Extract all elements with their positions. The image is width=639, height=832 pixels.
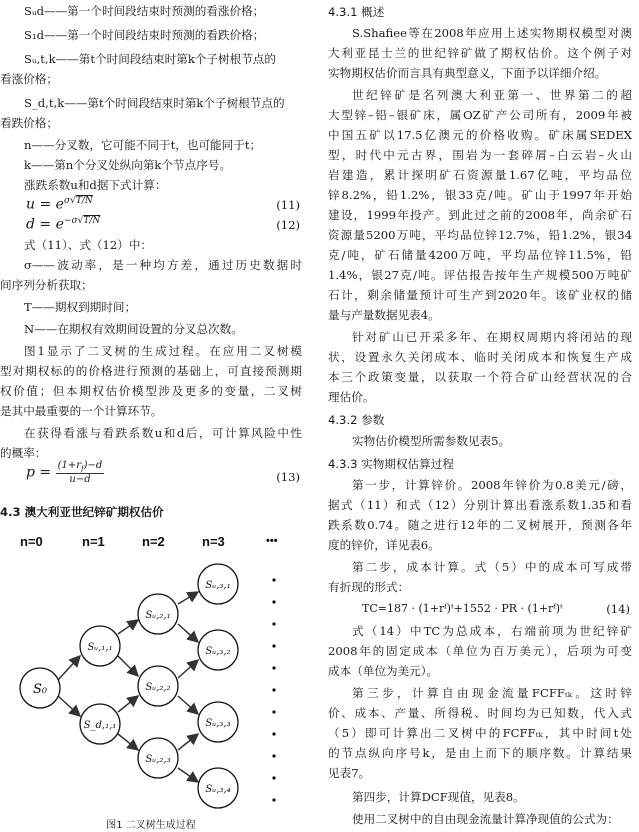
step3-line4: 的节点纵向序号k，是由上而下的顺序数。计算结果 xyxy=(328,746,632,760)
eq-intro: 涨跌系数u和d据下式计算： xyxy=(24,178,167,192)
label-su22: Sᵤ,₂,₂ xyxy=(145,682,171,693)
mine-line11: 石计，剩余储量预计可生产到2020年。该矿业权的储 xyxy=(328,288,632,302)
para-figure1-line3: 权价值；但本期权估价模型涉及更多的变量，二叉树 xyxy=(0,384,302,398)
mine-line1: 世纪锌矿是名列澳大利亚第一、世界第二的超 xyxy=(352,88,632,102)
binomial-tree-diagram xyxy=(0,522,300,812)
step2b-line3: 成本（单位为美元）。 xyxy=(328,664,439,678)
label-su34: Sᵤ,₃,₄ xyxy=(205,784,231,795)
def-s-1d: S₁d——第一个时间段结束时预测的看跌价格； xyxy=(24,28,265,42)
def-s-dtk: S_d,t,k——第t个时间段结束时第k个子树根节点的 xyxy=(24,96,285,110)
edge-s0-su11 xyxy=(58,656,80,680)
label-su32: Sᵤ,₃,₂ xyxy=(205,646,231,657)
equation-13-number: (13) xyxy=(276,470,300,484)
step1-line1: 第一步，计算锌价。2008年锌价为0.8美元/磅， xyxy=(352,478,632,492)
edge-su22-su32 xyxy=(178,660,198,678)
step3-line5: 见表7。 xyxy=(328,766,371,780)
step1-line4: 度的锌价，详见表6。 xyxy=(328,538,440,552)
continuation-dots xyxy=(272,578,275,801)
para-figure1-line2: 型对期权标的的价格进行预测的基础上，可直接预测期 xyxy=(0,364,302,378)
equation-11: $u = e^{\sigma√T/N}$ xyxy=(26,196,93,213)
equation-13: p = $\frac{(1+r_f)-d}{u-d}$ xyxy=(26,460,103,485)
label-su33: Sᵤ,₃,₃ xyxy=(205,718,231,729)
equation-11-number: (11) xyxy=(276,198,300,212)
header-n0: n=0 xyxy=(20,534,43,549)
header-n3: n=3 xyxy=(202,534,225,549)
edge-su21-su31 xyxy=(178,592,198,604)
equation-14: TC=187 · (1+rᶠ)ᵗ+1552 · PR · (1+rᶠ)ᵗ xyxy=(362,602,563,615)
step3-line3: （5）即可计算出二叉树中的FCFFₜₖ，其中时间t处 xyxy=(328,726,632,740)
edge-sd11-su22 xyxy=(118,696,138,712)
mine-line12: 量与产量数据见表4。 xyxy=(328,308,440,322)
def-k: k——第n个分叉处纵向第k个节点序号。 xyxy=(24,158,232,172)
overview-line2: 大利亚昆士兰的世纪锌矿做了期权估价。这个例子对 xyxy=(328,46,632,60)
label-s0: S₀ xyxy=(32,682,48,697)
overview-line1: S.Shafiee等在2008年应用上述实物期权模型对澳 xyxy=(352,26,632,40)
def-sigma-cont: 间序列分析获取； xyxy=(0,278,93,292)
edge-s0-sd11 xyxy=(58,696,80,716)
overview-line3: 实物期权估价而言具有典型意义，下面予以详细介绍。 xyxy=(328,66,607,80)
def-sigma: σ——波动率，是一种均方差，通过历史数据时 xyxy=(24,258,302,272)
params-line: 实物估价模型所需参数见表5。 xyxy=(352,434,511,448)
figure1-caption: 图1 二叉树生成过程 xyxy=(106,820,196,831)
edge-su21-su32 xyxy=(178,624,198,642)
edge-su22-su33 xyxy=(178,696,198,714)
label-su31: Sᵤ,₃,₁ xyxy=(205,580,231,591)
def-s-ud: Sᵤd——第一个时间段结束时预测的看涨价格； xyxy=(24,4,265,18)
policy-line4: 理估价。 xyxy=(328,390,375,404)
mine-line10: 1.4%，银27克/吨。评估报告按年生产规模500万吨矿 xyxy=(328,268,632,282)
mine-line9: 克/吨，矿石储量4200万吨，平均品位锌11.5%，铅 xyxy=(328,248,632,262)
mine-line2: 大型锌–铅–银矿床，属OZ矿产公司所有，2009年被 xyxy=(328,108,632,122)
header-more: ••• xyxy=(266,535,278,547)
policy-line1: 针对矿山已开采多年、在期权周期内将闭站的现 xyxy=(352,330,632,344)
label-sd11: S_d,₁,₁ xyxy=(83,720,117,731)
step3-line2: 价、成本、产量、所得税、时间均为已知数，代入式 xyxy=(328,706,632,720)
policy-line2: 状，设置永久关闭成本、临时关闭成本和恢复生产成 xyxy=(328,350,632,364)
edge-sd11-su23 xyxy=(118,734,138,750)
section-4-3-3-heading: 4.3.3 实物期权估算过程 xyxy=(328,457,454,471)
mine-line6: 锌8.2%，铅1.2%，银33克/吨。矿山于1997年开始 xyxy=(328,188,632,202)
def-N: N——在期权有效期间设置的分叉总次数。 xyxy=(24,322,243,336)
para-prob-line1: 在获得看涨与看跌系数u和d后，可计算风险中性 xyxy=(24,426,302,440)
mine-line8: 资源量5200万吨，平均品位锌12.7%，铅1.2%，银34 xyxy=(328,228,632,242)
policy-line3: 本三个政策变量，以获取一个符合矿山经营状况的合 xyxy=(328,370,632,384)
mine-line3: 中国五矿以17.5亿澳元的价格收购。矿床属SEDEX xyxy=(328,128,632,142)
def-s-utk-cont: 看涨价格； xyxy=(0,72,58,86)
step4-line: 第四步，计算DCF现值，见表8。 xyxy=(352,790,525,804)
step4b-line: 使用二叉树中的自由现金流量计算净现值的公式为： xyxy=(352,812,619,826)
step2-line2: 有折现的形式： xyxy=(328,580,410,594)
header-n1: n=1 xyxy=(82,534,105,549)
step3-line1: 第三步，计算自由现金流量FCFFₜₖ。这时锌 xyxy=(352,686,632,700)
step1-line2: 据式（11）和式（12）分别计算出看涨系数1.35和看 xyxy=(328,498,632,512)
label-su21: Sᵤ,₂,₁ xyxy=(145,610,171,621)
mine-line7: 建设，1999年投产。到此过之前的2008年，尚余矿石 xyxy=(328,208,632,222)
step2b-line2: 2008年的固定成本（单位为百万美元），后项为可变 xyxy=(328,644,632,658)
edge-su11-su21 xyxy=(118,620,138,634)
def-s-utk: Sᵤ,t,k——第t个时间段结束时第k个子树根节点的 xyxy=(24,52,276,66)
eq-where: 式（11）、式（12）中： xyxy=(24,238,153,252)
para-prob-line2: 的概率： xyxy=(0,446,47,460)
equation-12-number: (12) xyxy=(276,218,300,232)
section-4-3-1-heading: 4.3.1 概述 xyxy=(328,5,385,19)
para-figure1-line1: 图1显示了二叉树的生成过程。在应用二叉树模 xyxy=(24,344,302,358)
label-su23: Sᵤ,₂,₃ xyxy=(145,754,171,765)
def-n: n——分叉数，它可能不同于t，也可能同于t； xyxy=(24,138,262,152)
para-figure1-line4: 是其中最重要的一个计算环节。 xyxy=(0,404,163,418)
header-n2: n=2 xyxy=(142,534,165,549)
mine-line4: 型，时代中元古界，围岩为一套碎屑–白云岩–火山 xyxy=(328,148,632,162)
step2b-line1: 式（14）中TC为总成本，右端前项为世纪锌矿 xyxy=(352,624,632,638)
edge-su23-su33 xyxy=(178,734,198,750)
section-4-3-2-heading: 4.3.2 参数 xyxy=(328,413,385,427)
label-su11: Sᵤ,₁,₁ xyxy=(87,642,113,653)
edge-su11-su22 xyxy=(118,656,138,676)
def-s-dtk-cont: 看跌价格； xyxy=(0,116,58,130)
edge-su23-su34 xyxy=(178,768,198,782)
equation-14-number: (14) xyxy=(606,602,630,616)
def-T: T——期权到期时间； xyxy=(24,300,137,314)
step1-line3: 跌系数0.74。随之进行12年的二叉树展开，预测各年 xyxy=(328,518,632,532)
section-4-3-heading: 4.3 澳大利亚世纪锌矿期权估价 xyxy=(0,505,164,519)
step2-line1: 第二步，成本计算。式（5）中的成本可写成带 xyxy=(352,560,632,574)
equation-12: $d = e^{-\sigma√T/N}$ xyxy=(26,216,101,233)
mine-line5: 岩建造，累计探明矿石资源量1.67亿吨，平均品位 xyxy=(328,168,632,182)
